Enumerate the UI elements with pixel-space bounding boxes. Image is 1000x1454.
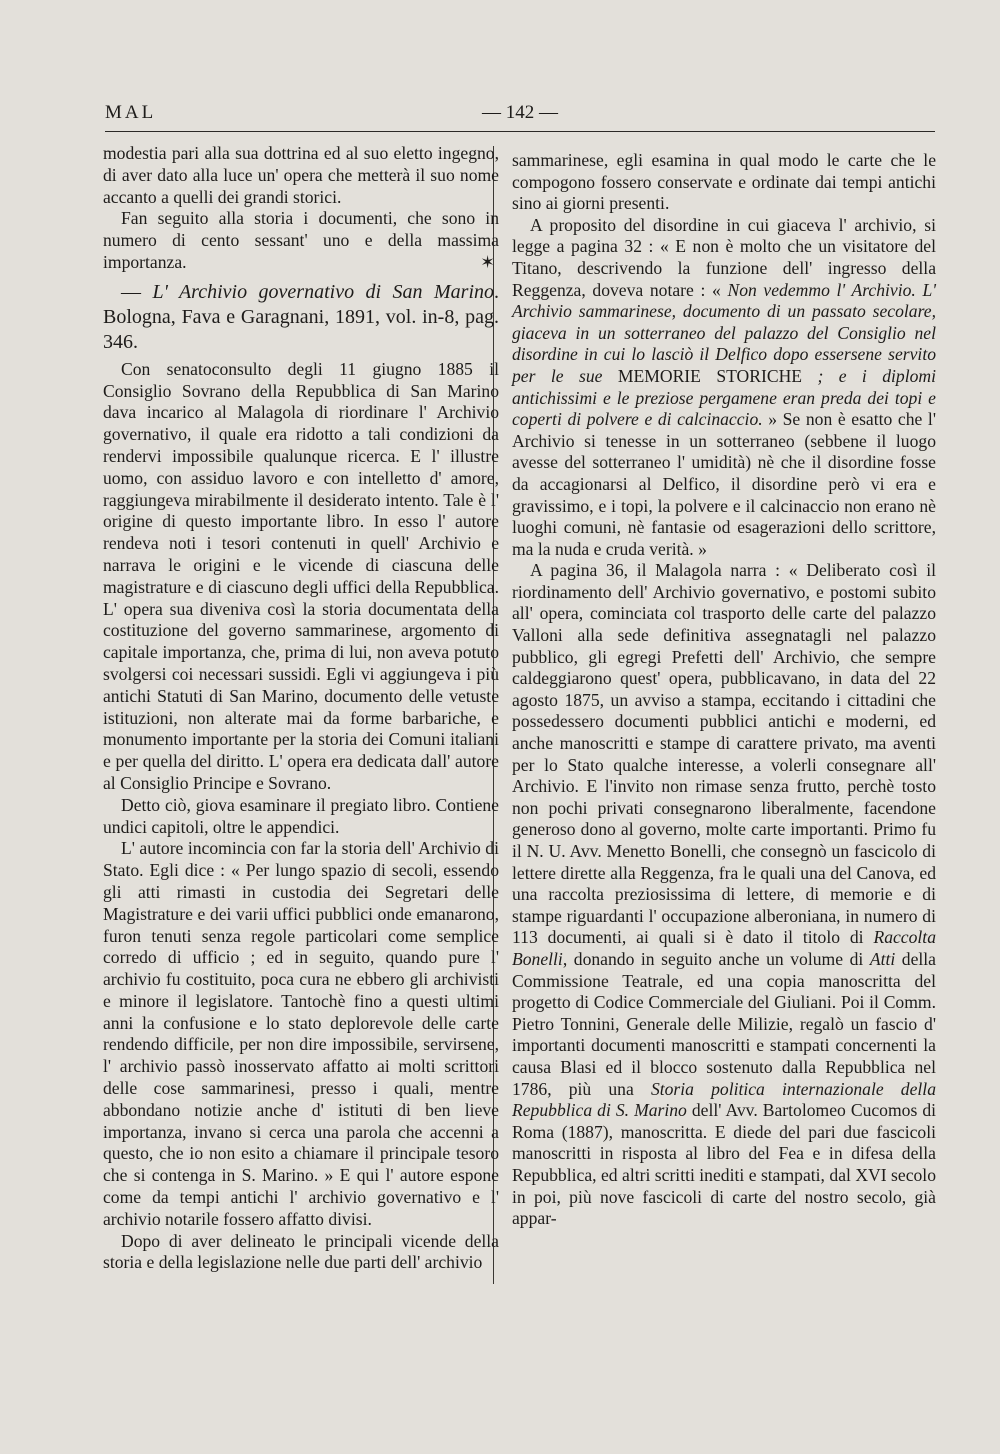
page-number: — 142 — <box>482 102 558 123</box>
paragraph-text: » Se non è esatto che l' Archivio si tenesse in un sotterraneo (sebbene il luogo avesse del sotterraneo l' umidità) nè che il disordine fosse da accagionarsi al Delfico, il disordine però vi era e gravissimo, e i topi, la polvere e il calcinaccio non erano nè luoghi comuni, nè fantasie od esagerazioni dello scrittore, ma la nuda e cruda verità. » <box>512 409 936 559</box>
italic-title: Storia politica internazionale della Repubblica di S. Marino <box>512 1078 936 1121</box>
paragraph <box>512 560 936 1229</box>
paragraph-text: Fan seguito alla storia i documenti, che sono in numero di cento sessant' uno e della massima importanza. <box>103 208 499 272</box>
paragraph: sammarinese, egli esamina in qual modo le carte che le compogono fossero conservate e ordinate dai tempi antichi sino ai giorni presenti. <box>512 150 936 214</box>
quoted-italic-text: ; e i diplomi antichissimi e le preziose pergamene eran preda dei topi e coperti di polvere e di calcinaccio. <box>512 365 936 430</box>
paragraph <box>103 208 499 273</box>
page-header <box>105 102 935 132</box>
paragraph-text: A pagina 36, il Malagola narra : « Deliberato così il riordinamento dell' Archivio governativo, e postomi subito all' opera, cominciata col trasporto delle carte del palazzo Valloni alla sede definitiva assegnatagli nel palazzo pubblico, gli egregi Prefetti dell' Archivio, che sempre caldeggiarono quest' opera, pubblicavano, in data del 22 agosto 1875, un avviso a stampa, eccitando i cittadini che possedessero documenti pubblici antichi e moderni, ed anche manoscritti e stampe di carattere privato, ma aventi per lo Stato qualche interesse, a volerli consegnare all' Archivio. E l'invito non rimase senza frutto, perchè tosto non pochi privati consegnarono liberalmente, facendone generoso dono al governo, molte carte importanti. Primo fu il N. U. Avv. Menetto Bonelli, che consegnò un fascicolo di lettere dirette alla Reggenza, fra le quali una del Canova, ed una raccolta preziosissima di lettere, di memorie e di stampe riguardanti l' occupazione alberoniana, in numero di 113 documenti, ai quali si è dato il titolo di <box>512 560 936 948</box>
entry-dash: — <box>121 280 153 303</box>
paragraph: Dopo di aver delineato le principali vicende della storia e della legislazione nelle due parti dell' archivio <box>103 1230 499 1273</box>
entry-details: . Bologna, Fava e Garagnani, 1891, vol. in-8, pag. 346. <box>103 280 500 353</box>
paragraph: modestia pari alla sua dottrina ed al suo eletto ingegno, di aver dato alla luce un' opera che metterà il suo nome accanto a quelli dei grandi storici. <box>103 143 499 207</box>
entry-title: L' Archivio governativo di San Marino <box>152 280 495 303</box>
header-rule <box>105 131 935 132</box>
paragraph <box>512 215 936 561</box>
paragraph-text: , donando in seguito anche un volume di <box>562 948 870 969</box>
running-head: MAL <box>105 102 157 123</box>
paragraph: L' autore incomincia con far la storia dell' Archivio di Stato. Egli dice : « Per lungo spazio di secoli, essendo gli atti rimasti in custodia dei Segretari delle Magistrature e dei varii uffici pubblici onde emanarono, furon tenuti senza regole particolari come semplice corredo di ufficio ; ed in seguito, quando pure l' archivio fu costituito, poca cura ne ebbero gli archivisti e minore il legislatore. Tantochè fino a questi ultimi anni la confusione e lo stato deplorevole delle carte rendendo difficile, per non dire impossibile, servirsene, l' archivio passò inosservato affatto ai molti scrittori delle cose sammarinesi, presso i quali, mentre abbondano notizie anche d' istituti di ben lieve importanza, invano si cerca una parola che accenni a questo, che io non esito a chiamare il principale tesoro che si contenga in S. Marino. » E qui l' autore espone come da tempi antichi l' archivio governativo e l' archivio notarile fossero affatto divisi. <box>103 838 499 1229</box>
paragraph-text: A proposito del disordine in cui giaceva l' archivio, si legge a pagina 32 : « E non è molto che un visitatore del Titano, descrivendo la funzione dell' ingresso della Reggenza, doveva notare : « <box>512 214 936 300</box>
asterism-mark: ✶ <box>480 251 495 272</box>
right-column <box>512 150 936 1230</box>
quoted-italic-text: Non vedemmo l' Archivio. L' Archivio sammarinese, documento di un passato secolare, giaceva in un sotterraneo del palazzo del Consiglio nel disordine in cui lo lasciò il Delfico dopo essersene servito per le sue <box>512 279 937 386</box>
italic-title: Atti <box>869 948 896 969</box>
paragraph: Detto ciò, giova esaminare il pregiato libro. Contiene undici capitoli, oltre le appendici. <box>103 794 499 837</box>
paragraph-text: della Commissione Teatrale, ed una copia manoscritta del progetto di Codice Commerciale del Giuliani. Poi il Comm. Pietro Tonnini, Generale delle Milizie, regalò un fascio d' importanti documenti manoscritti e stampati concernenti la causa Blasi ed il blocco sostenuto dalla Repubblica nel 1786, più una <box>512 948 936 1099</box>
bibliographic-entry <box>103 280 499 355</box>
paragraph-text: dell' Avv. Bartolomeo Cucomos di Roma (1887), manoscritta. E diede del pari due fascicoli manoscritti in risposta al libro del Fea e in difesa della Repubblica, ed altri scritti inediti e stampati, dal XVI secolo in poi, più nove fascicoli di carte del nostro secolo, già appar- <box>512 1100 937 1229</box>
small-caps-title: MEMORIE STORICHE <box>617 365 803 386</box>
left-column <box>103 143 499 1274</box>
paragraph: Con senatoconsulto degli 11 giugno 1885 il Consiglio Sovrano della Repubblica di San Marino dava incarico al Malagola di riordinare l' Archivio governativo, il quale era ridotto a tali condizioni da rendervi impossibile qualunque ricerca. E l' illustre uomo, con assiduo lavoro e con intelletto d' amore, raggiungeva mirabilmente il desiderato intento. Tale è l' origine di questo importante libro. In esso l' autore rendeva noti i tesori contenuti in quell' Archivio e narrava le origini e le vicende di ciascuna delle magistrature e di ciascuno degli uffici della Repubblica. L' opera sua diveniva così la storia documentata della costituzione del governo sammarinese, argomento di capitale importanza, che, prima di lui, non aveva potuto svolgersi coi necessari sussidi. Egli vi aggiungeva i più antichi Statuti di San Marino, documento delle vetuste istituzioni, non alterate mai da forme barbariche, e monumento importante per la storia dei Comuni italiani e per quella del diritto. L' opera era dedicata dall' autore al Consiglio Principe e Sovrano. <box>103 358 499 793</box>
italic-title: Raccolta Bonelli <box>512 927 936 969</box>
